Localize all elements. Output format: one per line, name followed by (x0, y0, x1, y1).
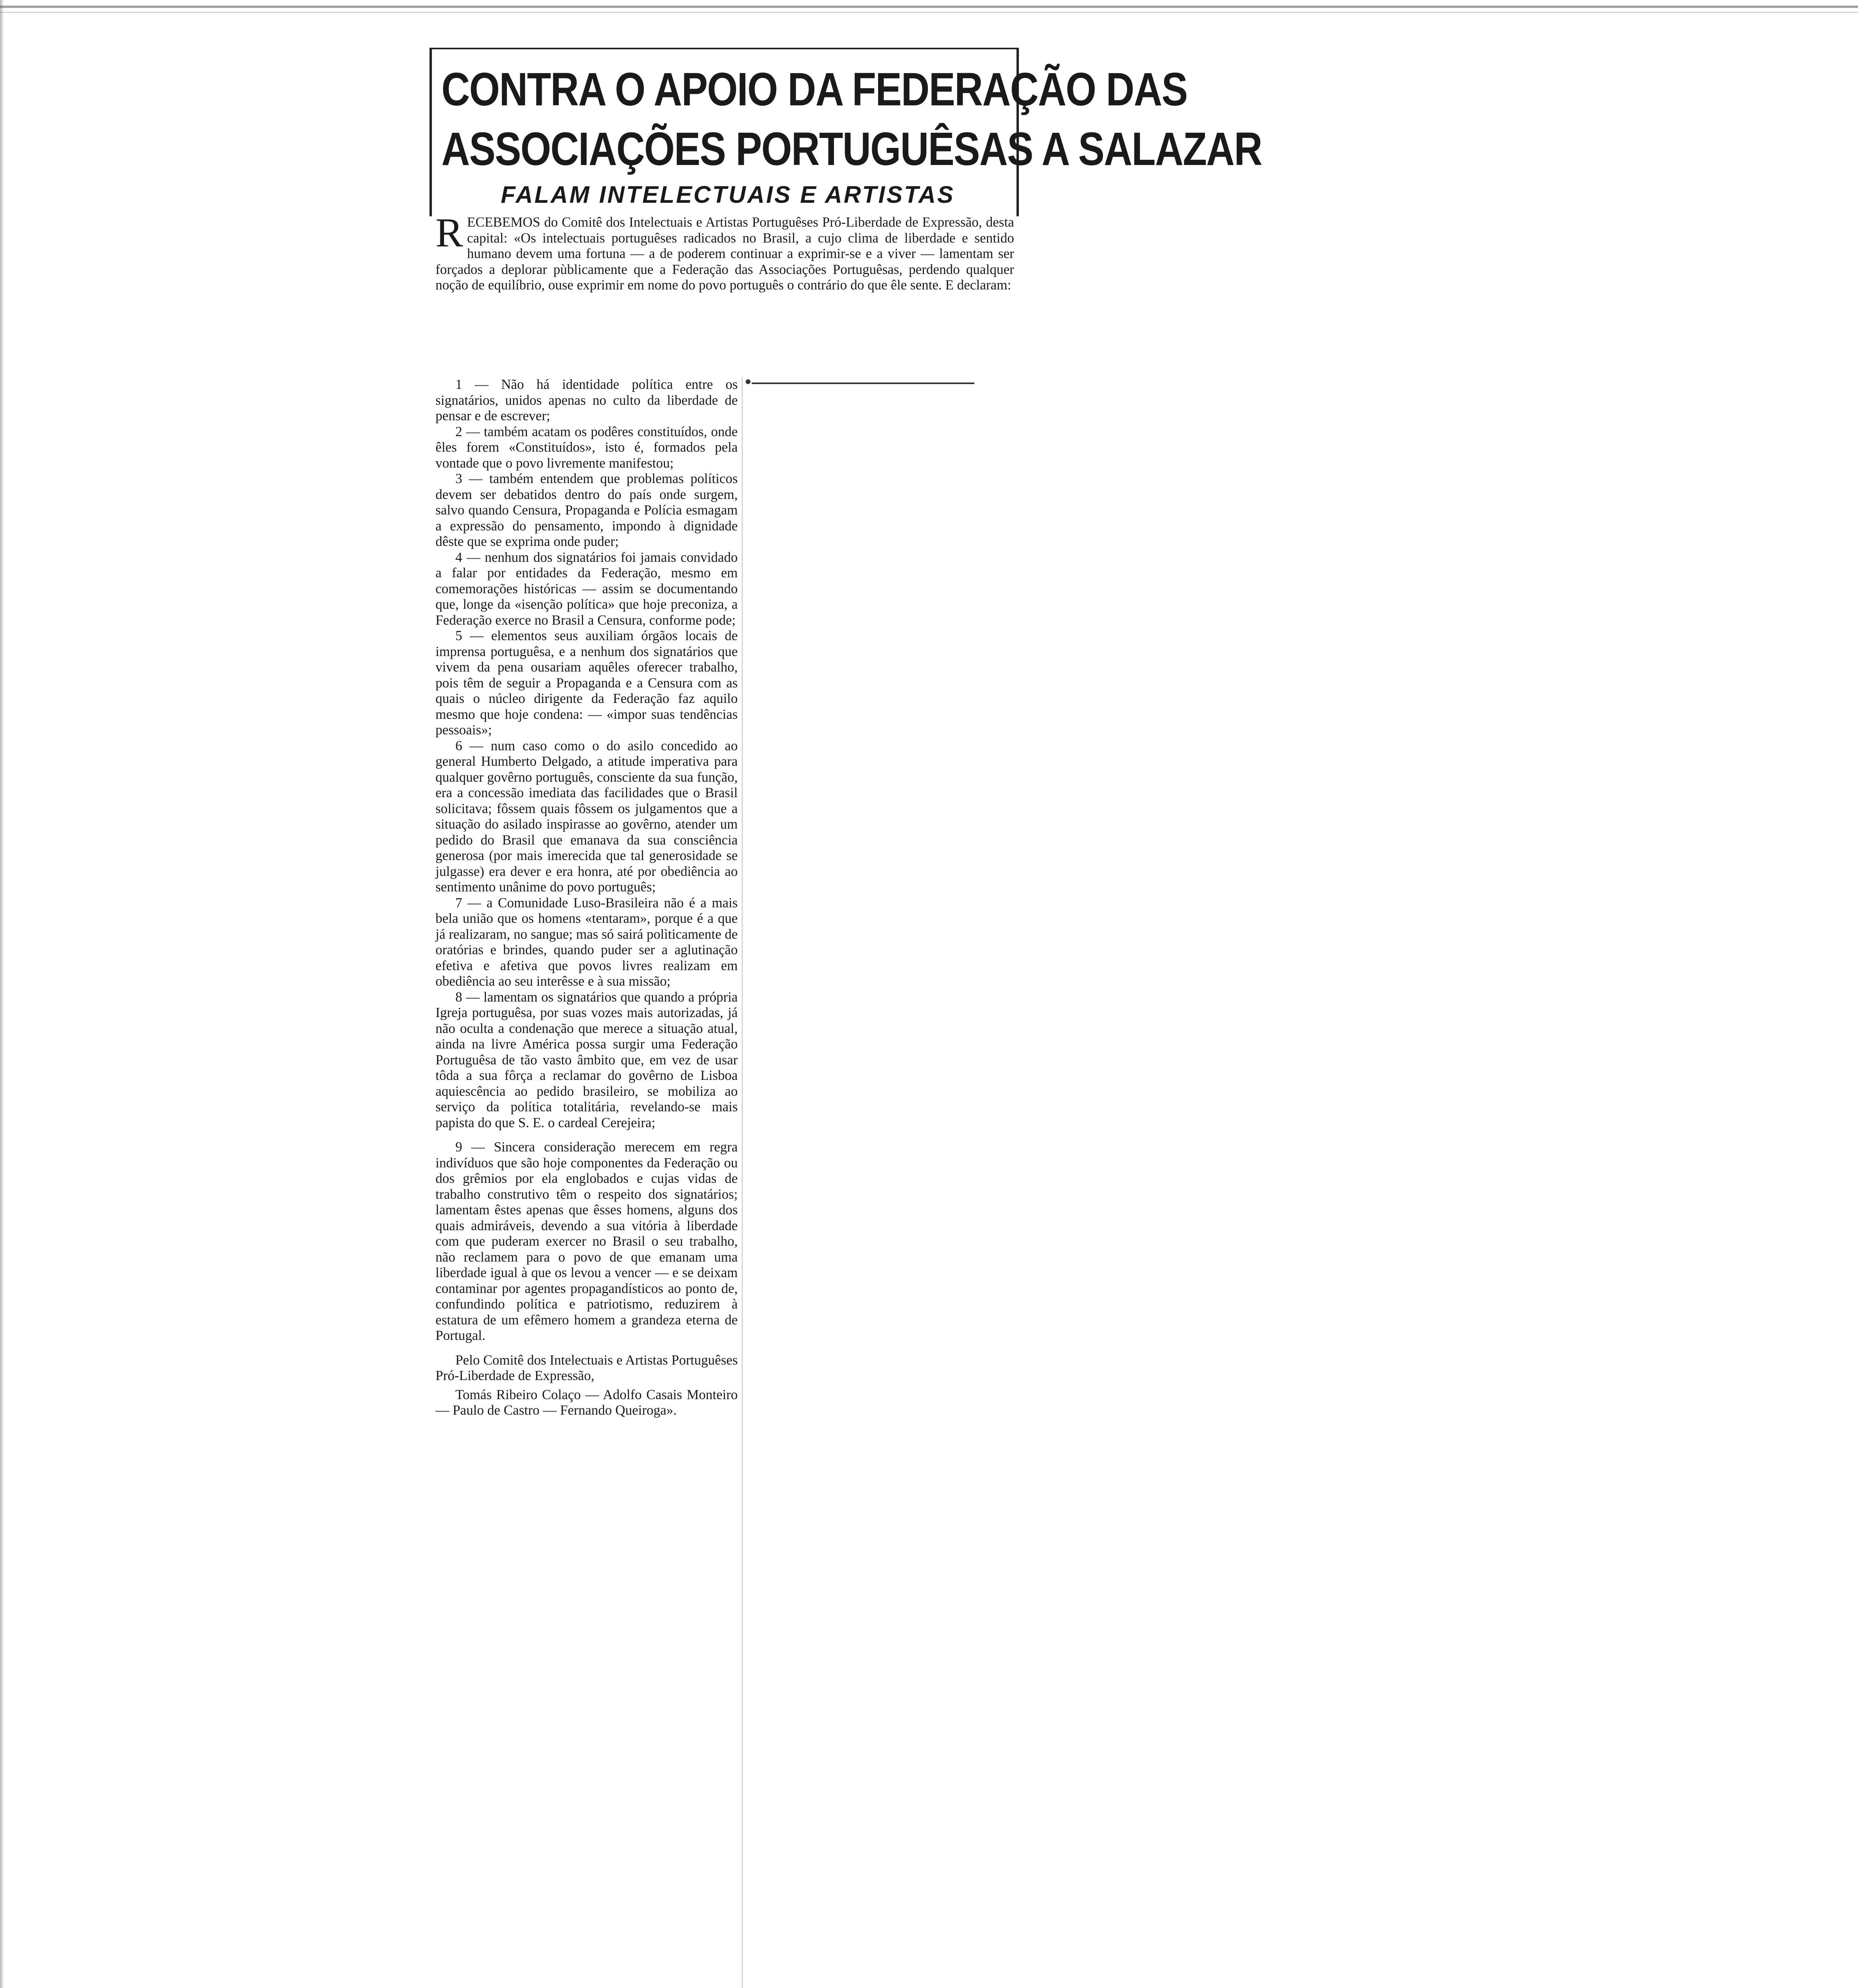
scan-left-edge (0, 0, 4, 1988)
paragraph-2: 2 — também acatam os podêres constituídos, onde êles forem «Constituídos», isto é, formados pela vontade que o povo livremente manifestou; (435, 424, 738, 471)
scan-top-edge-thin (0, 12, 1858, 13)
column-divider (742, 377, 743, 1988)
intro-lead: ECEBEMOS (467, 215, 540, 230)
article-body (435, 377, 738, 1419)
headline-line-2: ASSOCIAÇÕES PORTUGUÊSAS A SALAZAR (441, 123, 1262, 175)
section-rule (752, 382, 974, 384)
paragraph-3: 3 — também entendem que problemas políticos devem ser debatidos dentro do país onde surgem, salvo quando Censura, Propaganda e Polícia esmagam a expressão do pensamento, impondo à dignidade dêste que se exprima onde puder; (435, 471, 738, 549)
paragraph-4: 4 — nenhum dos signatários foi jamais convidado a falar por entidades da Federação, mesmo em comemorações históricas — assim se documentando que, longe da «isenção política» que hoje preconiza, a Federação exerce no Brasil a Censura, conforme pode; (435, 549, 738, 628)
headline-line-1: CONTRA O APOIO DA FEDERAÇÃO DAS (441, 63, 1187, 116)
signatories: Tomás Ribeiro Colaço — Adolfo Casais Monteiro — Paulo de Castro — Fernando Queiroga». (435, 1387, 738, 1418)
paragraph-7: 7 — a Comunidade Luso-Brasileira não é a mais bela união que os homens «tentaram», porque é a que já realizaram, no sangue; mas só sairá polìticamente de oratórias e brindes, quando puder ser a aglutinação efetiva e afetiva que povos livres realizam em obediência ao seu interêsse e à sua missão; (435, 895, 738, 989)
scan-top-edge (0, 6, 1858, 8)
signature-intro: Pelo Comitê dos Intelectuais e Artistas Portuguêses Pró-Liberdade de Expressão, (435, 1352, 738, 1383)
subheadline: FALAM INTELECTUAIS E ARTISTAS (501, 181, 955, 208)
paragraph-6: 6 — num caso como o do asilo concedido ao general Humberto Delgado, a atitude imperativa para qualquer govêrno português, consciente da sua função, era a concessão imediata das facilidades que o Brasil solicitava; fôssem quais fôssem os julgamentos que a situação do asilado inspirasse ao govêrno, atender um pedido do Brasil que emanava da sua consciência generosa (por mais imerecida que tal generosidade se julgasse) era dever e era honra, até por obediência ao sentimento unânime do povo português; (435, 738, 738, 895)
paragraph-1: 1 — Não há identidade política entre os signatários, unidos apenas no culto da liberdade de pensar e de escrever; (435, 377, 738, 423)
paragraph-5: 5 — elementos seus auxiliam órgãos locais de imprensa portuguêsa, e a nenhum dos signatários que vivem da pena ousariam aquêles oferecer trabalho, pois têm de seguir a Propaganda e a Censura com as quais o núcleo dirigente da Federação faz aquilo mesmo que hoje condena: — «impor suas tendências pessoais»; (435, 628, 738, 738)
paragraph-8: 8 — lamentam os signatários que quando a própria Igreja portuguêsa, por suas vozes mais autorizadas, já não oculta a condenação que merece a situação atual, ainda na livre América possa surgir uma Federação Portuguêsa de tão vasto âmbito que, em vez de usar tôda a sua fôrça a reclamar do govêrno de Lisboa aquiescência ao pedido brasileiro, se mobiliza ao serviço da política totalitária, revelando-se mais papista do que S. E. o cardeal Cerejeira; (435, 989, 738, 1130)
intro-text: do Comitê dos Intelectuais e Artistas Portuguêses Pró-Liberdade de Expressão, desta capital: «Os intelectuais portuguêses radicados no Brasil, a cujo clima de liberdade e sentido humano devem uma fortuna — a de poderem continuar a exprimir-se e a viver — lamentam ser forçados a deplorar pùblicamente que a Federação das Associações Portuguêsas, perdendo qualquer noção de equilíbrio, ouse exprimir em nome do povo português o contrário do que êle sente. E declaram: (435, 215, 1014, 293)
dropcap: R (435, 210, 463, 256)
paragraph-9: 9 — Sincera consideração merecem em regra indivíduos que são hoje componentes da Federação ou dos grêmios por ela englobados e cujas vidas de trabalho construtivo têm o respeito dos signatários; lamentam êstes apenas que êsses homens, alguns dos quais admiráveis, devendo a sua vitória à liberdade com que puderam exercer no Brasil o seu trabalho, não reclamem para o povo de que emanam uma liberdade igual à que os levou a vencer — e se deixam contaminar por agentes propagandísticos ao ponto de, confundindo política e patriotismo, reduzirem à estatura de um efêmero homem a grandeza eterna de Portugal. (435, 1140, 738, 1343)
article-intro (435, 210, 1014, 293)
headline (441, 60, 1262, 179)
